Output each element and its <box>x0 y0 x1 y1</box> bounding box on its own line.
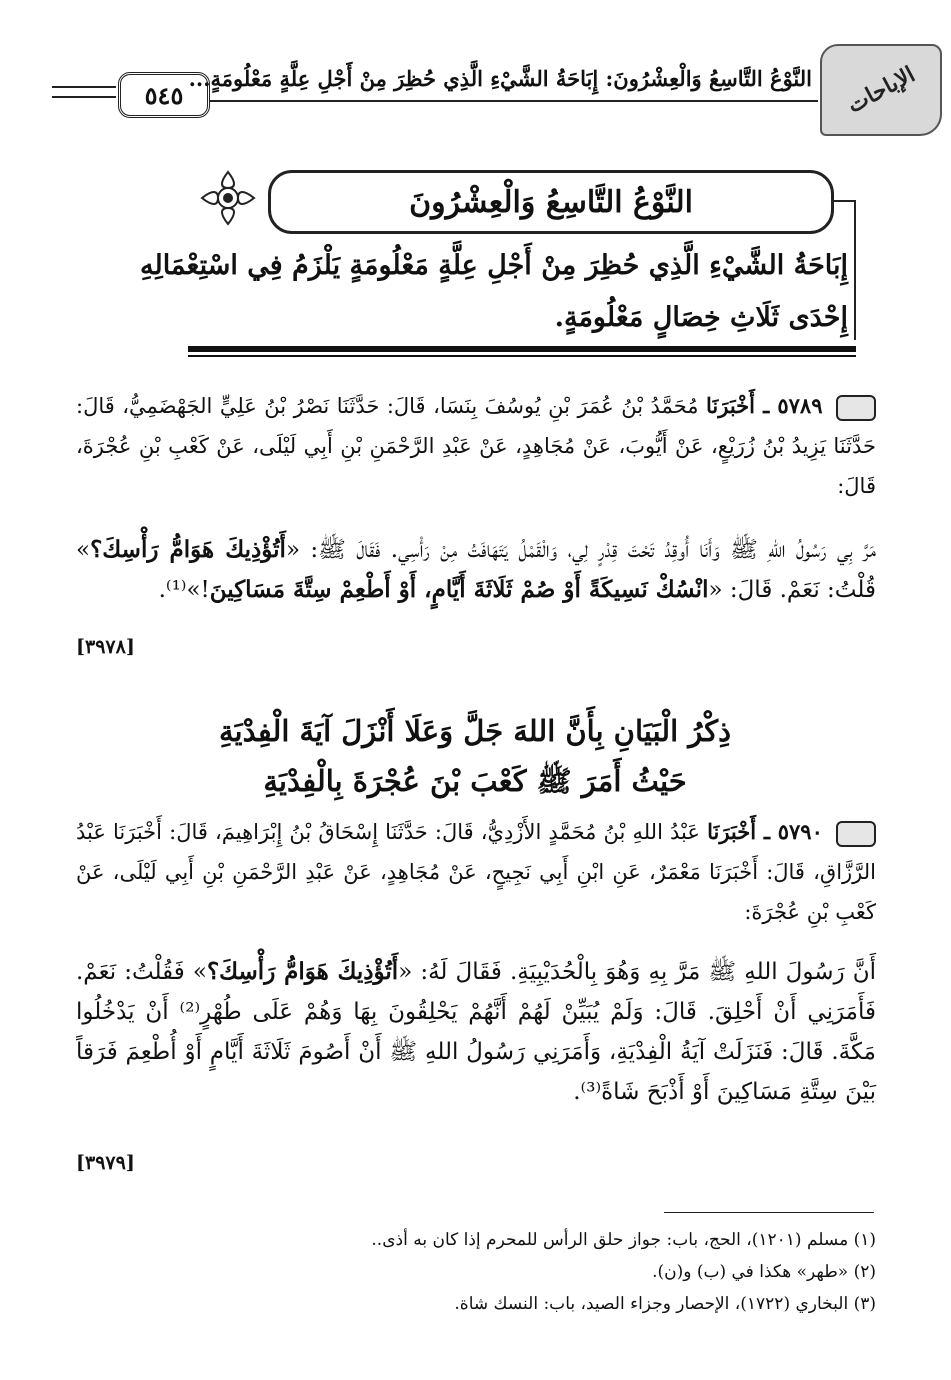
matn-quote-bold: أَتُؤْذِيكَ هَوَامُّ رَأْسِكَ؟ <box>206 958 399 985</box>
matn-text: مَرَّ بِي رَسُولُ اللهِ ﷺ وَأَنَا أُوقِدُ تَحْتَ قِدْرٍ لِي، وَالْقَمْلُ يَتَهَافَتُ مِنْ رَأْسِي. فَقَالَ ﷺ: « <box>285 537 877 563</box>
footnote-1: (١) مسلم (١٢٠١)، الحج، باب: جواز حلق الرأس للمحرم إذا كان به أذى.. <box>371 1230 876 1250</box>
hadith-isnad-text: عَبْدُ اللهِ بْنُ مُحَمَّدٍ الأَزْدِيُّ، قَالَ: حَدَّثَنَا إِسْحَاقُ بْنُ إِبْرَاهِيمَ، قَالَ: أَخْبَرَنَا عَبْدُ الرَّزَّاقِ، قَالَ: أَخْبَرَنَا مَعْمَرٌ، عَنِ ابْنِ أَبِي نَجِيحٍ، عَنْ مُجَاهِدٍ، عَنْ عَبْدِ الرَّحْمَنِ بْنِ أَبِي لَيْلَى، عَنْ كَعْبِ بْنِ عُجْرَةَ: <box>76 820 876 924</box>
hadith-reference: [٣٩٧٨] <box>76 636 135 658</box>
corner-puzzle-tab <box>820 44 942 136</box>
matn-end: !»⁽¹⁾. <box>158 577 210 603</box>
matn-text: » فَقُلْتُ: نَعَمْ. فَأَمَرَنِي أَنْ أَحْلِقَ. قَالَ: وَلَمْ يُبَيِّنْ لَهُمْ أَنَّهُمْ يَحْلِقُونَ بِهَا وَهُمْ عَلَى طُهْرٍ⁽²⁾ أَنْ يَدْخُلُوا مَكَّةَ. قَالَ: فَنَزَلَتْ آيَةُ الْفِدْيَةِ، وَأَمَرَنِي رَسُولُ اللهِ ﷺ أَنْ أَصُومَ ثَلَاثَةَ أَيَّامٍ أَوْ أُطْعِمَ فَرَقاً بَيْنَ سِتَّةِ مَسَاكِينَ أَوْ أَذْبَحَ شَاةً⁽³⁾. <box>76 959 876 1105</box>
chapter-subtitle: إِبَاحَةُ الشَّيْءِ الَّذِي حُظِرَ مِنْ أَجْلِ عِلَّةٍ مَعْلُومَةٍ يَلْزَمُ فِي اسْتِعْمَالِهِ إِحْدَى ثَلَاثِ خِصَالٍ مَعْلُومَةٍ. <box>140 250 848 333</box>
frame-side-rule <box>854 200 856 340</box>
footnote-rule <box>664 1212 874 1213</box>
hadith-5789-isnad <box>76 386 876 506</box>
matn-quote-bold: انْسُكْ نَسِيكَةً أَوْ صُمْ ثَلَاثَةَ أَيَّامٍ، أَوْ أَطْعِمْ سِتَّةَ مَسَاكِينَ <box>209 576 709 603</box>
corner-tab-label: الإباحات <box>842 61 920 119</box>
chapter-title: النَّوْعُ التَّاسِعُ وَالْعِشْرُونَ <box>268 170 834 234</box>
puzzle-piece-icon <box>836 821 876 847</box>
matn-quote-bold: أَتُؤْذِيكَ هَوَامُّ رَأْسِكَ؟ <box>90 536 286 563</box>
section-heading-line: ذِكْرُ الْبَيَانِ بِأَنَّ اللهَ جَلَّ وَعَلَا أَنْزَلَ آيَةَ الْفِدْيَةِ <box>218 714 732 748</box>
puzzle-piece-icon <box>836 395 876 421</box>
hadith-isnad-text: مُحَمَّدُ بْنُ عُمَرَ بْنِ يُوسُفَ بِنَسَا، قَالَ: حَدَّثَنَا نَصْرُ بْنُ عَلِيٍّ الجَهْضَمِيُّ، قَالَ: حَدَّثَنَا يَزِيدُ بْنُ زُرَيْعٍ، عَنْ أَيُّوبَ، عَنْ مُجَاهِدٍ، عَنْ عَبْدِ الرَّحْمَنِ بْنِ أَبِي لَيْلَى، عَنْ كَعْبِ بْنِ عُجْرَةَ، قَالَ: <box>76 394 876 498</box>
header-rule-left-top <box>52 86 116 88</box>
matn-text: » قُلْتُ: نَعَمْ. قَالَ: « <box>76 537 876 603</box>
matn-text: أَنَّ رَسُولَ اللهِ ﷺ مَرَّ بِهِ وَهُوَ بِالْحُدَيْبِيَةِ. فَقَالَ لَهُ: « <box>398 959 877 985</box>
floral-ornament-icon <box>196 166 260 230</box>
header-rule-mid <box>206 100 818 102</box>
hadith-number: ٥٧٩٠ ـ أَخْبَرَنَا <box>707 819 823 844</box>
page-number: ٥٤٥ <box>118 72 210 118</box>
hadith-5789-matn <box>76 530 876 610</box>
chapter-rule-thin <box>188 355 856 357</box>
footnotes <box>200 1224 876 1320</box>
hadith-number: ٥٧٨٩ ـ أَخْبَرَنَا <box>705 393 823 418</box>
footnote-3: (٣) البخاري (١٧٢٢)، الإحصار وجزاء الصيد، باب: النسك شاة. <box>454 1294 876 1314</box>
footnote-2: (٢) «طهر» هكذا في (ب) و(ن). <box>652 1262 876 1282</box>
header-rule-left-bottom <box>52 96 116 98</box>
section-heading-line: حَيْثُ أَمَرَ ﷺ كَعْبَ بْنَ عُجْرَةَ بِالْفِدْيَةِ <box>263 764 687 798</box>
hadith-5790-isnad <box>76 812 876 932</box>
chapter-rule-thick <box>188 346 856 352</box>
running-title: النَّوْعُ التَّاسِعُ وَالْعِشْرُونَ: إِبَاحَةُ الشَّيْءِ الَّذِي حُظِرَ مِنْ أَجْلِ عِلَّةٍ مَعْلُومَةٍ... <box>188 66 812 91</box>
hadith-reference: [٣٩٧٩] <box>76 1152 135 1174</box>
hadith-5790-matn <box>76 952 876 1112</box>
section-heading <box>80 706 870 806</box>
